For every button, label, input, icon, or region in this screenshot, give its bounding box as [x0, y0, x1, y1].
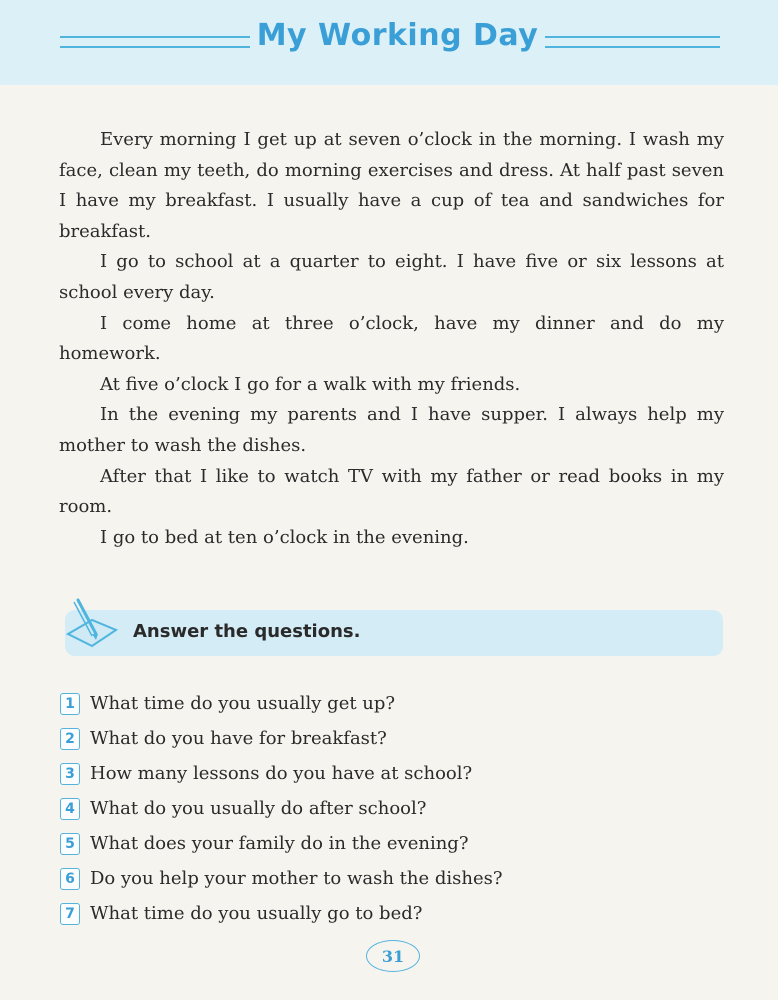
- question-number-badge: 6: [60, 868, 80, 890]
- story-text: [59, 125, 724, 553]
- page-number: 31: [366, 940, 420, 972]
- question-text: What time do you usually get up?: [90, 693, 396, 714]
- title-area: [40, 16, 740, 64]
- question-number-badge: 5: [60, 833, 80, 855]
- page-title: My Working Day: [256, 18, 539, 53]
- story-paragraph: At five o’clock I go for a walk with my friends.: [100, 373, 521, 395]
- question-text: What do you have for breakfast?: [90, 728, 387, 749]
- story-paragraph: Every morning I get up at seven o’clock in the morning. I wash my face, clean my teeth, do morning exercises and dress. At half past seven I have my breakfast. I usually have a cup of tea and sandwiches for breakfast.: [59, 129, 724, 242]
- question-number-badge: 7: [60, 903, 80, 925]
- question-list: [60, 686, 740, 931]
- title-rule-left: [60, 36, 250, 48]
- question-item: [60, 721, 740, 756]
- title-rule-right: [545, 36, 720, 48]
- question-number-badge: 2: [60, 728, 80, 750]
- question-item: [60, 791, 740, 826]
- question-item: [60, 861, 740, 896]
- question-text: What time do you usually go to bed?: [90, 903, 423, 924]
- question-item: [60, 686, 740, 721]
- task-instruction: Answer the questions.: [133, 621, 361, 642]
- story-paragraph: I come home at three o’clock, have my dinner and do my homework.: [59, 312, 724, 365]
- question-item: [60, 756, 740, 791]
- story-paragraph: After that I like to watch TV with my father or read books in my room.: [59, 465, 724, 518]
- story-paragraph: In the evening my parents and I have supper. I always help my mother to wash the dishes.: [59, 404, 724, 456]
- story-paragraph: I go to bed at ten o’clock in the evening.: [100, 526, 469, 548]
- question-text: Do you help your mother to wash the dishes?: [90, 868, 503, 889]
- question-item: [60, 896, 740, 931]
- question-text: How many lessons do you have at school?: [90, 763, 473, 784]
- question-number-badge: 3: [60, 763, 80, 785]
- story-paragraph: I go to school at a quarter to eight. I have five or six lessons at school every day.: [59, 251, 724, 303]
- question-text: What does your family do in the evening?: [90, 833, 469, 854]
- question-number-badge: 1: [60, 693, 80, 715]
- question-text: What do you usually do after school?: [90, 798, 427, 819]
- question-number-badge: 4: [60, 798, 80, 820]
- pencil-notepad-icon: [62, 594, 124, 654]
- question-item: [60, 826, 740, 861]
